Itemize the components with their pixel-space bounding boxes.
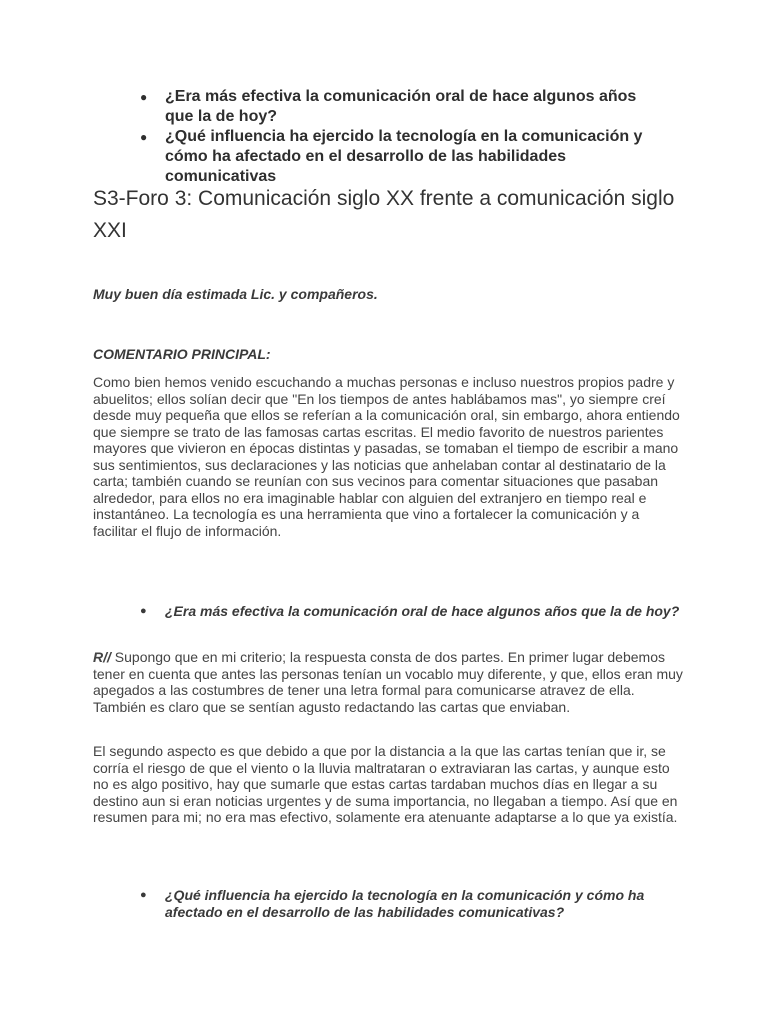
- question-text: ¿Era más efectiva la comunicación oral de hace algunos años que la de hoy?: [165, 88, 637, 125]
- answer-label: R//: [93, 649, 111, 665]
- answer-1-paragraph: [93, 649, 683, 715]
- main-comment-heading: COMENTARIO PRINCIPAL:: [93, 346, 271, 362]
- bullet-icon: ●: [140, 889, 147, 901]
- answer-1-text: Supongo que en mi criterio; la respuesta consta de dos partes. En primer lugar debemos tener en cuenta que antes las personas tenían un vocablo muy diferente, y que, ellos eran muy apegados a las costumbres de tener una letra formal para comunicarse atravez de ella. También es claro que se sentían agusto redactando las cartas que enviaban.: [93, 649, 683, 715]
- list-item: [140, 887, 680, 921]
- answer-1-second-paragraph: El segundo aspecto es que debido a que por la distancia a la que las cartas tenían que ir, se corría el riesgo de que el viento o la lluvia maltrataran o extraviaran las cartas, y aunque esto no es algo positivo, hay que sumarle que estas cartas tardaban muchos días en llegar a su destino aun si eran noticias urgentes y de suma importancia, no llegaban a tiempo. Así que en resumen para mi; no era mas efectivo, solamente era atenuante adaptarse a lo que ya existía.: [93, 743, 678, 825]
- list-item: [140, 87, 660, 127]
- greeting-text: Muy buen día estimada Lic. y compañeros.: [93, 286, 378, 302]
- top-question-list: [140, 87, 660, 187]
- bullet-icon: ●: [140, 130, 148, 144]
- list-item: [140, 127, 660, 187]
- page-title: S3-Foro 3: Comunicación siglo XX frente a comunicación siglo XXI: [93, 187, 675, 242]
- question-2-list: [140, 887, 680, 921]
- bullet-icon: ●: [140, 90, 148, 104]
- main-comment-body: Como bien hemos venido escuchando a muchas personas e incluso nuestros propios padre y abuelitos; ellos solían decir que "En los tiempos de antes hablábamos mas", yo siempre creí desde muy pequeña que ellos se referían a la comunicación oral, sin embargo, ahora entiendo que siempre se trato de las famosas cartas escritas. El medio favorito de nuestros parientes mayores que vivieron en épocas distintas y pasadas, se tomaban el tiempo de escribir a mano sus sentimientos, sus declaraciones y las noticias que anhelaban contar al destinatario de la carta; también cuando se reunían con sus vecinos para comentar situaciones que pasaban alrededor, para ellos no era imaginable hablar con alguien del extranjero en tiempo real e instantáneo. La tecnología es una herramienta que vino a fortalecer la comunicación y a facilitar el flujo de información.: [93, 374, 680, 539]
- question-2-text: ¿Qué influencia ha ejercido la tecnología en la comunicación y cómo ha afectado en el desarrollo de las habilidades comunicativas?: [165, 887, 645, 920]
- question-1-list: [140, 603, 680, 620]
- bullet-icon: ●: [140, 605, 147, 617]
- question-1-text: ¿Era más efectiva la comunicación oral de hace algunos años que la de hoy?: [165, 603, 680, 619]
- list-item: [140, 603, 680, 620]
- question-text: ¿Qué influencia ha ejercido la tecnología en la comunicación y cómo ha afectado en el desarrollo de las habilidades comunicativas: [165, 128, 643, 185]
